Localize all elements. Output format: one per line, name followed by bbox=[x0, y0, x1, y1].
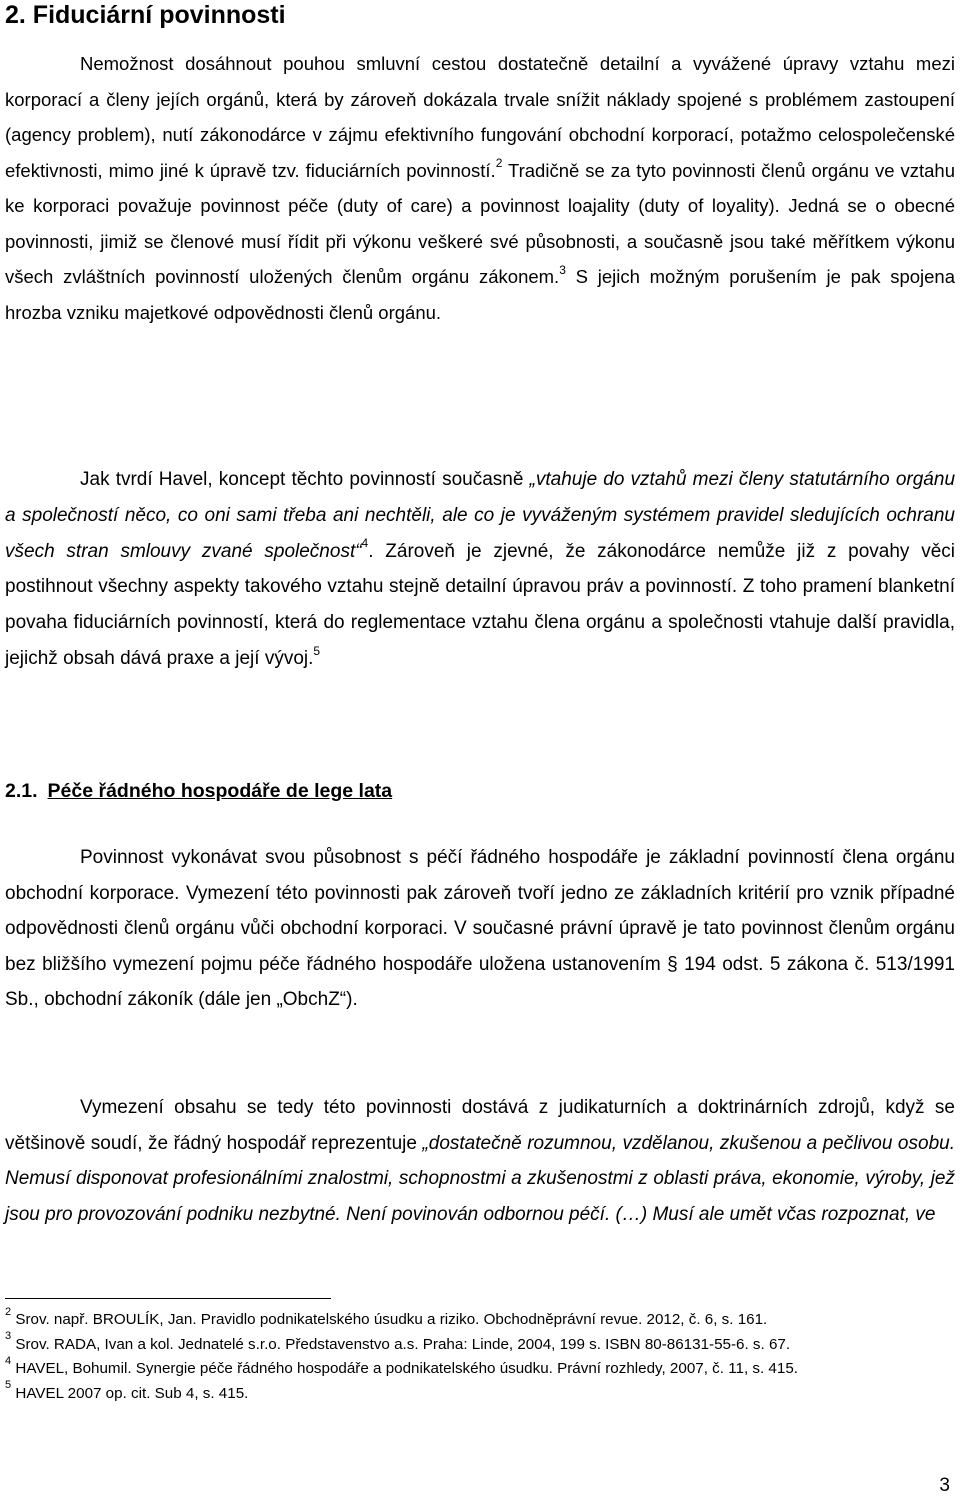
paragraph-1-text-c: S jejich možným porušením je pak spojena hrozba vzniku majetkové odpovědnosti členů orgánu. bbox=[5, 266, 956, 323]
footnote-number: 3 bbox=[5, 1330, 12, 1343]
section-heading: 2. Fiduciární povinnosti bbox=[5, 1, 286, 29]
subsection-heading bbox=[5, 776, 392, 806]
footnote-ref-5[interactable]: 5 bbox=[313, 643, 321, 658]
footnote-text: HAVEL 2007 op. cit. Sub 4, s. 415. bbox=[11, 1384, 249, 1402]
footnote-number: 5 bbox=[5, 1379, 12, 1392]
footnote-text: Srov. např. BROULÍK, Jan. Pravidlo podnikatelského úsudku a riziko. Obchodněprávní revue. 2012, č. 6, s. 161. bbox=[11, 1311, 768, 1328]
subsection-title: Péče řádného hospodáře de lege lata bbox=[47, 780, 393, 802]
paragraph-2-text-b: . Zároveň je zjevné, že zákonodárce nemůže již z povahy věci postihnout všechny aspekty takového vztahu stejně detailní úpravou práv a povinností. Z toho pramení blanketní povaha fiduciárních povinností, která do reglementace vztahu člena orgánu a společnosti vtahuje další pravidla, jejichž obsah dává praxe a její vývoj. bbox=[5, 540, 955, 669]
footnote-ref-3[interactable]: 3 bbox=[559, 262, 566, 277]
paragraph-1-text-a: Nemožnost dosáhnout pouhou smluvní cestou dostatečně detailní a vyvážené úpravy vztahu mezi korporací a členy jejích orgánů, která by zároveň dokázala trvale snížit náklady spojené s problémem zastoupení (agency problem), nutí zákonodárce v zájmu efektivního fungování obchodní korporací, potažmo celospolečenské efektivnosti, mimo jiné k úpravě tzv. fiduciárních povinností. bbox=[5, 53, 955, 181]
paragraph-2-quote: „vtahuje do vztahů mezi členy statutárního orgánu a společností něco, co oni sami třeba ani nechtěli, ale co je vyváženým systémem pravidel sledujících ochranu všech stran smlouvy zvané společnost“ bbox=[5, 469, 956, 562]
paragraph-4-text: Vymezení obsahu se tedy této povinnosti dostává z judikaturních a doktrinárních zdrojů, když se většinově soudí, že řádný hospodář reprezentuje bbox=[5, 1097, 955, 1154]
paragraph-2 bbox=[5, 462, 955, 677]
footnote-text: HAVEL, Bohumil. Synergie péče řádného hospodáře a podnikatelského úsudku. Právní rozhledy, 2007, č. 11, s. 415. bbox=[11, 1360, 798, 1377]
paragraph-3 bbox=[5, 840, 955, 1018]
footnotes bbox=[5, 1305, 955, 1406]
footnote-ref-2[interactable]: 2 bbox=[495, 156, 503, 171]
paragraph-4 bbox=[5, 1090, 955, 1232]
footnote-4 bbox=[5, 1354, 955, 1382]
paragraph-3-text: Povinnost vykonávat svou působnost s péčí řádného hospodáře je základní povinností člena orgánu obchodní korporace. Vymezení této povinnosti pak zároveň tvoří jedno ze základních kritérií pro vznik případné odpovědnosti členů orgánu vůči obchodní korporaci. V současné právní úpravě je tato povinnost členům orgánu bez bližšího vymezení pojmu péče řádného hospodáře uložena ustanovením § 194 odst. 5 zákona č. 513/1991 Sb., obchodní zákoník (dále jen „ObchZ“). bbox=[5, 847, 955, 1010]
footnote-number: 2 bbox=[5, 1305, 12, 1318]
paragraph-1 bbox=[5, 46, 955, 330]
page-number: 3 bbox=[939, 1475, 950, 1496]
footnote-3 bbox=[5, 1330, 955, 1358]
footnote-separator bbox=[5, 1298, 331, 1299]
footnote-text: Srov. RADA, Ivan a kol. Jednatelé s.r.o. Představenstvo a.s. Praha: Linde, 2004, 199 s. ISBN 80-86131-55-6. s. 67. bbox=[11, 1335, 791, 1353]
footnote-ref-4[interactable]: 4 bbox=[361, 536, 369, 551]
paragraph-1-text-b: Tradičně se za tyto povinnosti členů orgánu ve vztahu ke korporaci považuje povinnost péče (duty of care) a povinnost loajality (duty of loyality). Jedná se o obecné povinnosti, jimiž se členové musí řídit při výkonu veškeré své působnosti, a současně jsou také měřítkem výkonu všech zvláštních povinností uložených členům orgánu zákonem. bbox=[5, 159, 955, 287]
footnote-number: 4 bbox=[5, 1354, 12, 1367]
paragraph-4-quote: „dostatečně rozumnou, vzdělanou, zkušenou a pečlivou osobu. Nemusí disponovat profesionálními znalostmi, schopnostmi a zkušenostmi z oblasti práva, ekonomie, výroby, jež jsou pro provozování podniku nezbytné. Není povinován odbornou péčí. (…) Musí ale umět včas rozpoznat, ve bbox=[5, 1132, 955, 1225]
paragraph-2-text-a: Jak tvrdí Havel, koncept těchto povinností současně bbox=[80, 469, 530, 490]
footnote-5 bbox=[5, 1379, 955, 1407]
subsection-number: 2.1. bbox=[5, 780, 38, 802]
footnote-2 bbox=[5, 1305, 955, 1333]
